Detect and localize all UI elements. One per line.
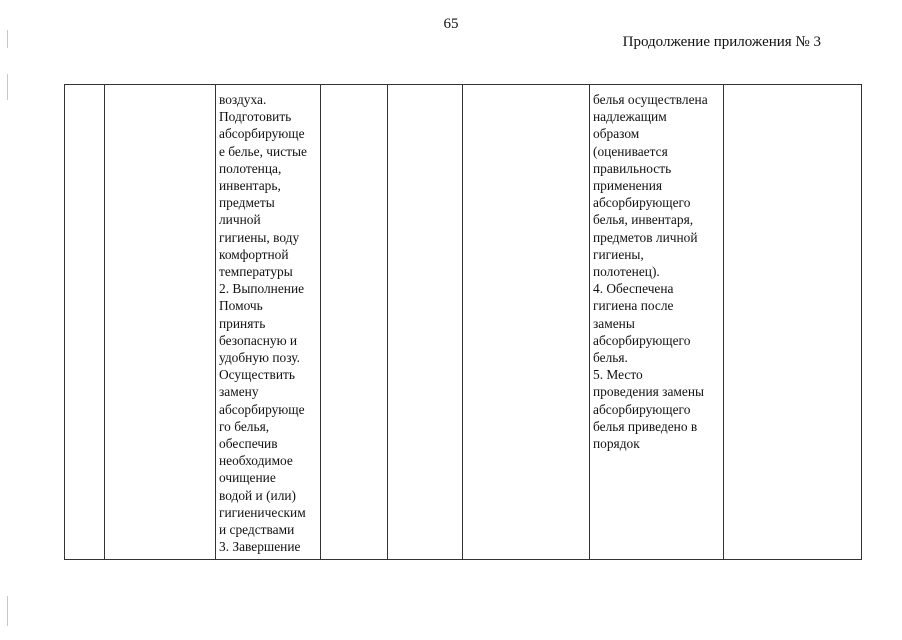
cell-text-line: очищение [219,470,276,486]
page-number: 65 [443,16,459,32]
cell-text-line: инвентарь, [219,178,281,194]
cell-text-line: применения [593,178,663,194]
cell-text-line: абсорбирующего [593,401,691,417]
cell-text-line: замену [219,384,259,400]
column-divider [104,85,105,559]
cell-text-line: удобную позу. [219,350,300,366]
cell-text-line: 5. Место [593,367,643,383]
cell-text-line: белья. [593,350,628,366]
cell-text-line: 3. Завершение [219,539,301,555]
cell-text-line: абсорбирующе [219,126,305,142]
cell-text-line: безопасную и [219,332,298,348]
table [64,84,862,560]
table-cell-algorithm-steps [219,91,307,555]
table-cell-evaluation-criteria [593,91,708,452]
cell-text-line: белья приведено в [593,418,698,434]
cell-text-line: белья, инвентаря, [593,212,694,228]
cell-text-line: принять [219,315,266,331]
column-divider [387,85,388,559]
cell-text-line: Подготовить [219,109,292,125]
scan-margin-mark [7,74,8,100]
appendix-continuation-note: Продолжение приложения № 3 [622,34,821,50]
cell-text-line: Осуществить [219,367,295,383]
column-divider [462,85,463,559]
cell-text-line: необходимое [219,453,293,469]
column-divider [589,85,590,559]
cell-text-line: полотенца, [219,160,282,176]
cell-text-line: Помочь [219,298,263,314]
cell-text-line: обеспечив [219,436,278,452]
cell-text-line: гигиены, [593,246,644,262]
cell-text-line: надлежащим [593,109,667,125]
cell-text-line: воздуха. [219,92,267,107]
column-divider [215,85,216,559]
cell-text-line: предметы [219,195,275,211]
cell-text-line: проведения замены [593,384,704,400]
cell-text-line: гигиеническим [219,504,306,520]
column-divider [723,85,724,559]
cell-text-line: гигиена после [593,298,674,314]
cell-text-line: 2. Выполнение [219,281,305,297]
cell-text-line: абсорбирующего [593,332,691,348]
cell-text-line: предметов личной [593,229,698,245]
cell-text-line: полотенец). [593,264,660,280]
cell-text-line: (оценивается [593,143,668,159]
column-divider [320,85,321,559]
cell-text-line: водой и (или) [219,487,297,503]
cell-text-line: замены [593,315,635,331]
cell-text-line: е белье, чистые [219,143,307,159]
cell-text-line: комфортной [219,246,289,262]
cell-text-line: 4. Обеспечена [593,281,674,297]
cell-text-line: образом [593,126,640,142]
scan-margin-mark [7,30,8,48]
cell-text-line: гигиены, воду [219,229,300,245]
cell-text-line: температуры [219,264,293,280]
cell-text-line: и средствами [219,522,295,538]
cell-text-line: го белья, [219,418,270,434]
cell-text-line: белья осуществлена [593,92,708,107]
cell-text-line: порядок [593,436,640,452]
scan-margin-mark [7,596,8,626]
cell-text-line: абсорбирующего [593,195,691,211]
cell-text-line: абсорбирующе [219,401,305,417]
cell-text-line: личной [219,212,261,228]
cell-text-line: правильность [593,160,672,176]
